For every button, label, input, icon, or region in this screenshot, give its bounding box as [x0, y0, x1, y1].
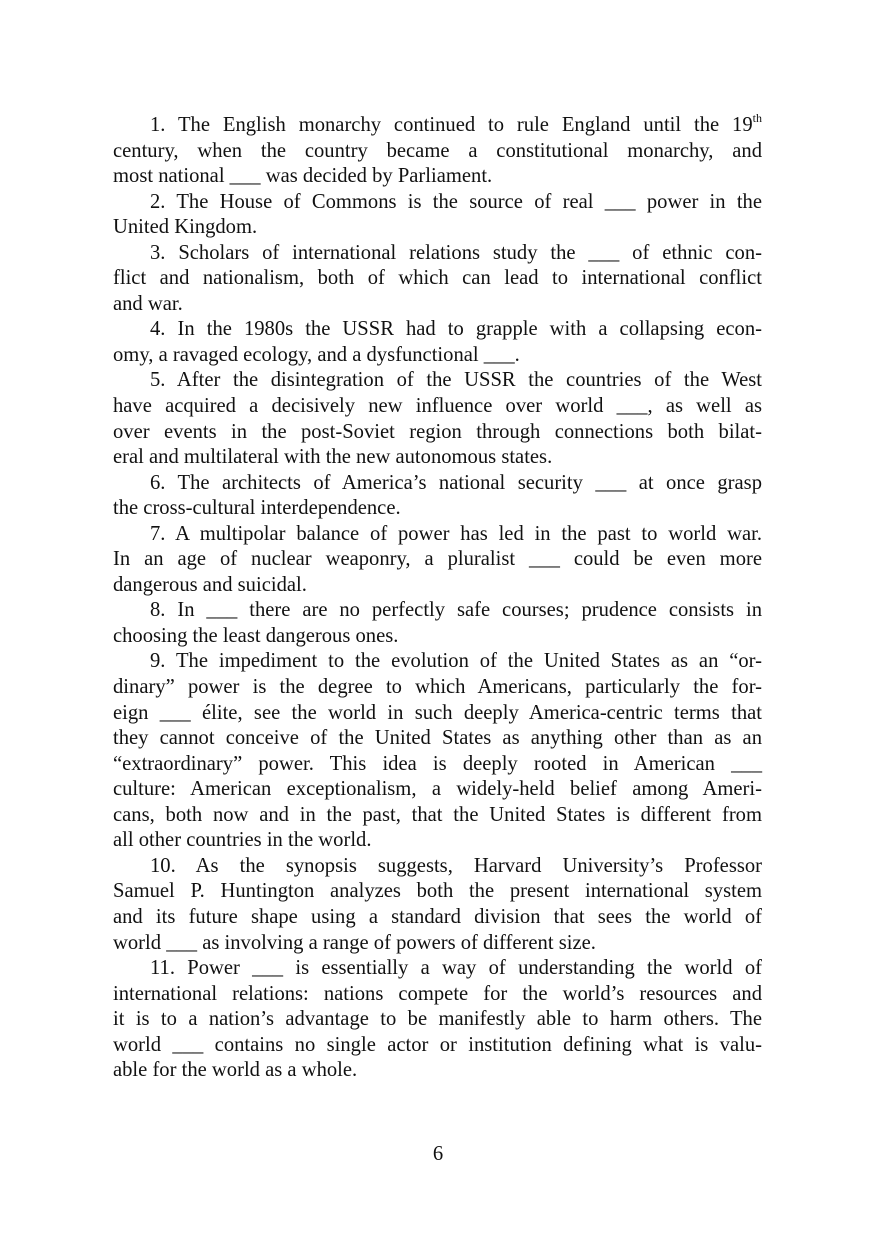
- text-line: [113, 471, 762, 497]
- superscript: th: [752, 111, 762, 125]
- text-line-content: have acquired a decisively new influence over world ___, as well as: [113, 395, 762, 418]
- text-line-content: 10. As the synopsis suggests, Harvard University’s Professor: [150, 854, 762, 877]
- exercise-text: [113, 113, 762, 1084]
- text-line: [113, 1007, 762, 1033]
- exercise-item: [113, 956, 762, 1084]
- text-line-content: 2. The House of Commons is the source of real ___ power in the: [150, 190, 762, 213]
- text-line: [113, 905, 762, 931]
- text-line-content: choosing the least dangerous ones.: [113, 624, 399, 647]
- text-line-content: over events in the post-Soviet region through connections both bilat-: [113, 420, 762, 443]
- text-line: [113, 215, 762, 241]
- text-line: [113, 317, 762, 343]
- text-line-content: 5. After the disintegration of the USSR the countries of the West: [150, 369, 762, 392]
- text-line-content: all other countries in the world.: [113, 829, 372, 852]
- text-line-content: In an age of nuclear weaponry, a pluralist ___ could be even more: [113, 548, 762, 571]
- text-line: [113, 1033, 762, 1059]
- text-line-content: and its future shape using a standard division that sees the world of: [113, 905, 762, 928]
- text-line: [113, 649, 762, 675]
- text-line-content: 6. The architects of America’s national security ___ at once grasp: [150, 471, 762, 494]
- text-line-content: Samuel P. Huntington analyzes both the present international system: [113, 880, 762, 903]
- text-line: [113, 139, 762, 165]
- text-line: [113, 190, 762, 216]
- text-line: [113, 113, 762, 139]
- text-line-content: 7. A multipolar balance of power has led in the past to world war.: [150, 522, 762, 545]
- text-line-content: “extraordinary” power. This idea is deeply rooted in American ___: [113, 752, 762, 775]
- exercise-item: [113, 368, 762, 470]
- exercise-item: [113, 854, 762, 956]
- text-line-content: eral and multilateral with the new autonomous states.: [113, 446, 553, 469]
- text-line-content: century, when the country became a constitutional monarchy, and: [113, 139, 762, 162]
- text-line: [113, 854, 762, 880]
- text-line-content: culture: American exceptionalism, a widely-held belief among Ameri-: [113, 778, 762, 801]
- text-line: [113, 547, 762, 573]
- text-line: [113, 241, 762, 267]
- text-line-content: it is to a nation’s advantage to be manifestly able to harm others. The: [113, 1008, 762, 1031]
- text-line-content: 8. In ___ there are no perfectly safe courses; prudence consists in: [150, 599, 762, 622]
- text-line: [113, 931, 762, 957]
- exercise-item: [113, 190, 762, 241]
- text-line-content: 11. Power ___ is essentially a way of understanding the world of: [150, 957, 762, 980]
- exercise-item: [113, 649, 762, 853]
- text-line: [113, 675, 762, 701]
- text-line: [113, 956, 762, 982]
- text-line-content: dinary” power is the degree to which Americans, particularly the for-: [113, 676, 762, 699]
- exercise-item: [113, 598, 762, 649]
- text-line: [113, 982, 762, 1008]
- text-line: [113, 420, 762, 446]
- text-line: [113, 803, 762, 829]
- text-line-content: omy, a ravaged ecology, and a dysfunctional ___.: [113, 343, 520, 366]
- text-line-content: they cannot conceive of the United States as anything other than as an: [113, 727, 762, 750]
- text-line-content: cans, both now and in the past, that the United States is different from: [113, 803, 762, 826]
- text-line: [113, 522, 762, 548]
- text-line: [113, 496, 762, 522]
- text-line: [113, 164, 762, 190]
- text-line: [113, 777, 762, 803]
- text-line: [113, 394, 762, 420]
- text-line-content: eign ___ élite, see the world in such deeply America-centric terms that: [113, 701, 762, 724]
- text-line-content: United Kingdom.: [113, 216, 258, 239]
- exercise-item: [113, 113, 762, 190]
- text-line: [113, 624, 762, 650]
- text-line: [113, 292, 762, 318]
- text-line-content: 9. The impediment to the evolution of the United States as an “or-: [150, 650, 762, 673]
- text-line-content: 1. The English monarchy continued to rule England until the 19: [150, 114, 753, 136]
- text-line-content: the cross-cultural interdependence.: [113, 497, 401, 520]
- text-line: [113, 598, 762, 624]
- page-number: 6: [432, 1143, 444, 1165]
- text-line-content: most national ___ was decided by Parliament.: [113, 165, 493, 188]
- text-line: [113, 573, 762, 599]
- exercise-item: [113, 471, 762, 522]
- text-line: [113, 879, 762, 905]
- exercise-item: [113, 241, 762, 318]
- text-line: [113, 445, 762, 471]
- text-line-content: dangerous and suicidal.: [113, 573, 307, 596]
- text-line-content: international relations: nations compete for the world’s resources and: [113, 982, 762, 1005]
- text-line-content: world ___ contains no single actor or institution defining what is valu-: [113, 1033, 762, 1056]
- exercise-item: [113, 317, 762, 368]
- text-line-content: able for the world as a whole.: [113, 1059, 358, 1082]
- text-line: [113, 701, 762, 727]
- text-line: [113, 1058, 762, 1084]
- text-line-content: 3. Scholars of international relations study the ___ of ethnic con-: [150, 241, 762, 264]
- text-line-content: and war.: [113, 292, 183, 315]
- text-line-content: 4. In the 1980s the USSR had to grapple with a collapsing econ-: [150, 318, 762, 341]
- text-line: [113, 752, 762, 778]
- text-line: [113, 828, 762, 854]
- text-line: [113, 726, 762, 752]
- text-line-content: world ___ as involving a range of powers of different size.: [113, 931, 596, 954]
- text-line: [113, 266, 762, 292]
- exercise-item: [113, 522, 762, 599]
- text-line: [113, 368, 762, 394]
- text-line: [113, 343, 762, 369]
- text-line-content: flict and nationalism, both of which can lead to international conflict: [113, 267, 762, 290]
